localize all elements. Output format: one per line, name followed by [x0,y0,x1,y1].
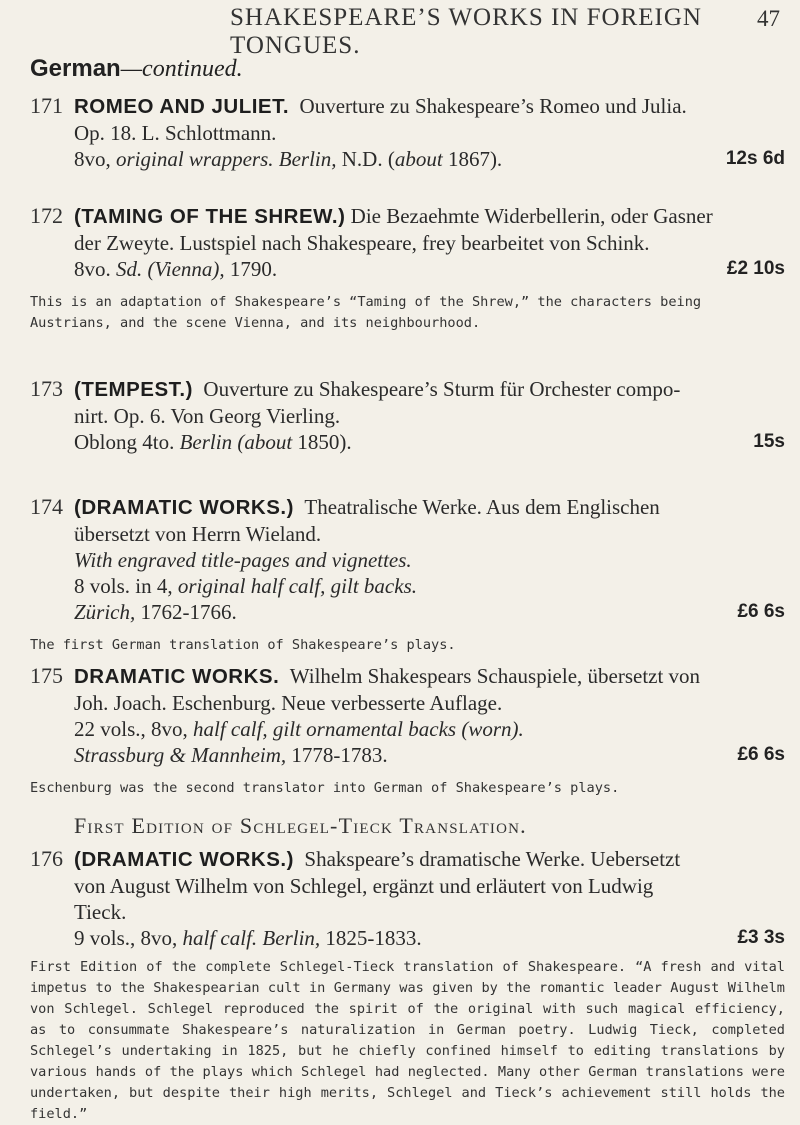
entry-text: Ouverture zu Shakespeare’s Sturm für Orchester compo- [203,377,681,401]
entry-price: £6 6s [737,601,785,622]
entry-text: Theatralische Werke. Aus dem Englischen [304,495,660,519]
entry-title: (TAMING OF THE SHREW.) [74,205,346,228]
entry-title: (DRAMATIC WORKS.) [74,496,294,519]
entry-number: 171 [30,93,63,118]
entry-imprint-italic: about [394,147,443,171]
entry-line [30,203,785,230]
entry-place: Strassburg & Mannheim, [74,743,287,767]
entry-number: 174 [30,494,63,519]
entry-number: 175 [30,663,63,688]
entry-text: nirt. Op. 6. Von Georg Vierling. [74,404,341,428]
entry-title: ROMEO AND JULIET. [74,95,290,118]
entry-title: (TEMPEST.) [74,378,193,401]
entry-binding: original half calf, gilt backs. [177,574,417,598]
entry-price: 15s [753,431,785,452]
entry-number: 172 [30,203,63,228]
entry-date: 1790. [224,257,278,281]
catalogue-entry [30,846,785,1125]
entry-text: Shakspeare’s dramatische Werke. Uebersetzt [304,847,681,871]
entry-line [30,846,785,873]
entry-text: übersetzt von Herrn Wieland. [74,522,322,546]
entry-price: £6 6s [737,744,785,765]
entry-text: Op. 18. L. Schlottmann. [74,121,277,145]
catalogue-entry [30,203,785,334]
entry-format: 8vo, [74,147,116,171]
entry-format: 9 vols., 8vo, [74,926,183,950]
entry-text: von August Wilhelm von Schlegel, ergänzt und erläutert von Ludwig [74,874,654,898]
entry-date: 1762-1766. [135,600,237,624]
entry-price: £3 3s [737,927,785,948]
catalogue-entry [30,663,785,799]
entry-note: Eschenburg was the second translator into German of Shakespeare’s plays. [30,780,620,796]
entry-format: 8 vols. in 4, [74,574,178,598]
entry-number: 173 [30,376,63,401]
entry-title: DRAMATIC WORKS. [74,665,280,688]
entry-binding: Sd. (Vienna), [116,257,225,281]
entry-format: Oblong 4to. [74,430,180,454]
entry-date: 1850). [292,430,352,454]
entry-format: 22 vols., 8vo, [74,717,194,741]
entry-format-line [30,716,785,742]
entry-line [30,663,785,690]
entry-line [30,494,785,521]
entry-note: The first German translation of Shakespeare’s plays. [30,637,456,653]
catalogue-entry [30,376,785,455]
entry-text: Joh. Joach. Eschenburg. Neue verbesserte Auflage. [74,691,503,715]
entry-binding: Berlin (about [179,430,293,454]
entry-price: 12s 6d [725,148,785,169]
page-number: 47 [757,6,780,31]
section-name: German [30,55,121,82]
entry-format-line [30,573,785,599]
entry-text: Die Bezaehmte Widerbellerin, oder Gasner [350,204,713,228]
entry-binding: half calf. Berlin, [182,926,321,950]
entry-text: Ouverture zu Shakespeare’s Romeo und Julia. [299,94,687,118]
entry-format: 8vo. [74,257,116,281]
entry-date: 1825-1833. [320,926,422,950]
entry-place: Zürich, [74,600,136,624]
entry-price: £2 10s [726,258,785,279]
entry-text: der Zweyte. Lustspiel nach Shakespeare, frey bearbeitet von Schink. [74,231,650,255]
catalogue-entry [30,494,785,656]
entry-number: 176 [30,846,63,871]
entry-imprint [30,925,785,951]
catalogue-entry [30,93,785,172]
entry-imprint [30,429,785,455]
entry-imprint [30,146,785,172]
entry-line [30,376,785,403]
entry-imprint [30,742,785,768]
entry-imprint [30,599,785,625]
entry-imprint [30,256,785,282]
entry-note: This is an adaptation of Shakespeare’s “Taming of the Shrew,” the characters being Austrians, and the scene Vienna, and its neighbourhood. [30,294,702,331]
section-heading [30,55,243,83]
entry-date: 1778-1783. [286,743,388,767]
entry-title: (DRAMATIC WORKS.) [74,848,294,871]
entry-binding: half calf, gilt ornamental backs (worn). [193,717,524,741]
entry-date: 1867). [442,147,503,171]
subsection-heading: First Edition of Schlegel-Tieck Translation. [74,813,527,838]
entry-line [30,93,785,120]
running-head: SHAKESPEARE’S WORKS IN FOREIGN TONGUES. [230,4,702,59]
entry-text: Wilhelm Shakespears Schauspiele, übersetzt von [289,664,701,688]
entry-illustrations: With engraved title-pages and vignettes. [74,548,412,572]
entry-binding: original wrappers. Berlin, [116,147,337,171]
section-suffix: —continued. [120,56,243,82]
entry-note: First Edition of the complete Schlegel-Tieck translation of Shakespeare. “A fresh and vital impetus to the Shakespearian cult in Germany was given by the romantic leader August Wilhelm von Schlegel. Schlegel reproduced the spirit of the original with such magical efficiency, as to consummate Shakespeare’s naturalization in German poetry. Ludwig Tieck, completed Schlegel’s undertaking in 1825, but he chiefly confined himself to editing translations by various hands of the plays which Schlegel had neglected. Many other German translations were undertaken, but despite their high merits, Schlegel and Tieck’s achievement still holds the field.” [30,959,785,1122]
entry-imprint-text: N.D. ( [336,147,395,171]
entry-text: Tieck. [74,900,127,924]
